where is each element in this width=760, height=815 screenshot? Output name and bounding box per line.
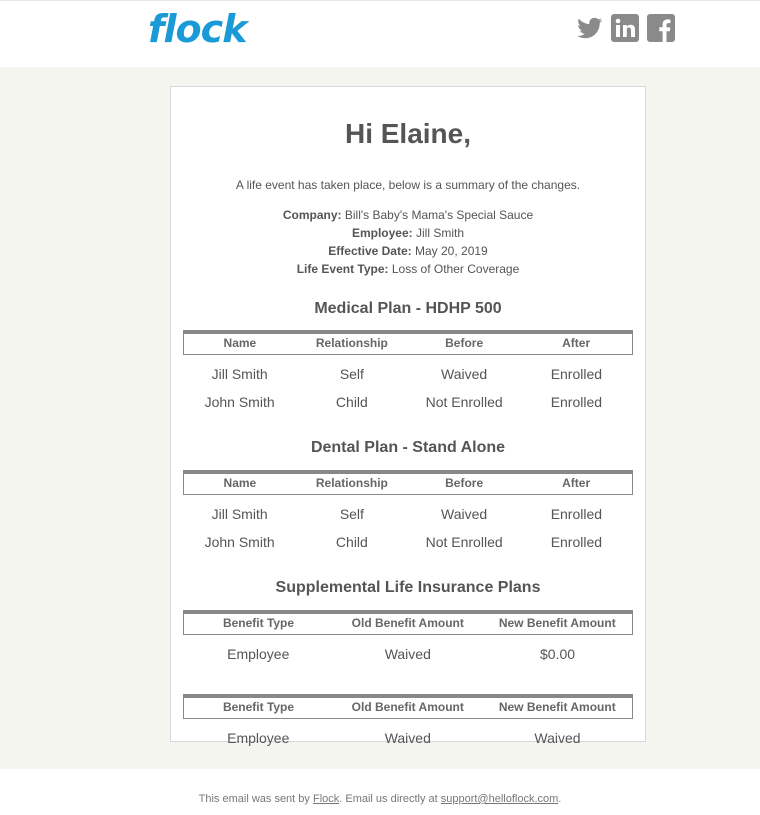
col-new-benefit-amount: New Benefit Amount: [483, 696, 633, 719]
col-relationship: Relationship: [296, 472, 408, 495]
social-links: [574, 13, 676, 43]
col-relationship: Relationship: [296, 332, 408, 355]
table-row: John Smith Child Not Enrolled Enrolled: [204, 533, 603, 550]
life-insurance-table-2: [183, 694, 633, 753]
medical-plan-title: Medical Plan - HDHP 500: [314, 300, 502, 317]
detail-company: Company: Bill's Baby's Mama's Special Sauce: [282, 208, 534, 222]
flock-link[interactable]: Flock: [312, 793, 340, 805]
col-after: After: [520, 332, 632, 355]
table-row: John Smith Child Not Enrolled Enrolled: [204, 393, 603, 410]
life-insurance-title: Supplemental Life Insurance Plans: [275, 579, 541, 596]
email-footer: This email was sent by Flock. Email us directly at support@helloflock.com.: [198, 793, 562, 805]
col-name: Name: [184, 332, 296, 355]
support-email-link[interactable]: support@helloflock.com: [440, 793, 559, 805]
detail-employee: Employee: Jill Smith: [351, 226, 465, 240]
event-details: [171, 206, 645, 278]
table-row: Employee Waived Waived: [227, 730, 581, 746]
col-before: Before: [408, 332, 520, 355]
email-card: [170, 86, 646, 746]
facebook-icon[interactable]: [646, 13, 676, 43]
twitter-icon[interactable]: [574, 13, 604, 43]
col-old-benefit-amount: Old Benefit Amount: [333, 696, 483, 719]
detail-life-event-type: Life Event Type: Loss of Other Coverage: [296, 262, 520, 276]
email-header: [0, 0, 760, 67]
table-row: Employee Waived $0.00: [227, 646, 576, 662]
col-benefit-type: Benefit Type: [184, 696, 334, 719]
col-benefit-type: Benefit Type: [184, 612, 334, 635]
greeting-heading: Hi Elaine,: [344, 118, 472, 149]
linkedin-icon[interactable]: [610, 13, 640, 43]
col-before: Before: [408, 472, 520, 495]
table-row: Jill Smith Self Waived Enrolled: [211, 366, 603, 382]
medical-plan-table: [183, 330, 633, 414]
dental-plan-table: [183, 470, 633, 554]
col-old-benefit-amount: Old Benefit Amount: [333, 612, 483, 635]
intro-text: A life event has taken place, below is a summary of the changes.: [235, 178, 581, 192]
col-new-benefit-amount: New Benefit Amount: [483, 612, 633, 635]
col-name: Name: [184, 472, 296, 495]
email-background: [0, 67, 760, 769]
flock-logo[interactable]: flock: [148, 7, 247, 51]
table-row: Jill Smith Self Waived Enrolled: [211, 506, 603, 522]
col-after: After: [520, 472, 632, 495]
dental-plan-title: Dental Plan - Stand Alone: [310, 439, 506, 456]
life-insurance-table-1: [183, 610, 633, 669]
detail-effective-date: Effective Date: May 20, 2019: [328, 244, 488, 258]
